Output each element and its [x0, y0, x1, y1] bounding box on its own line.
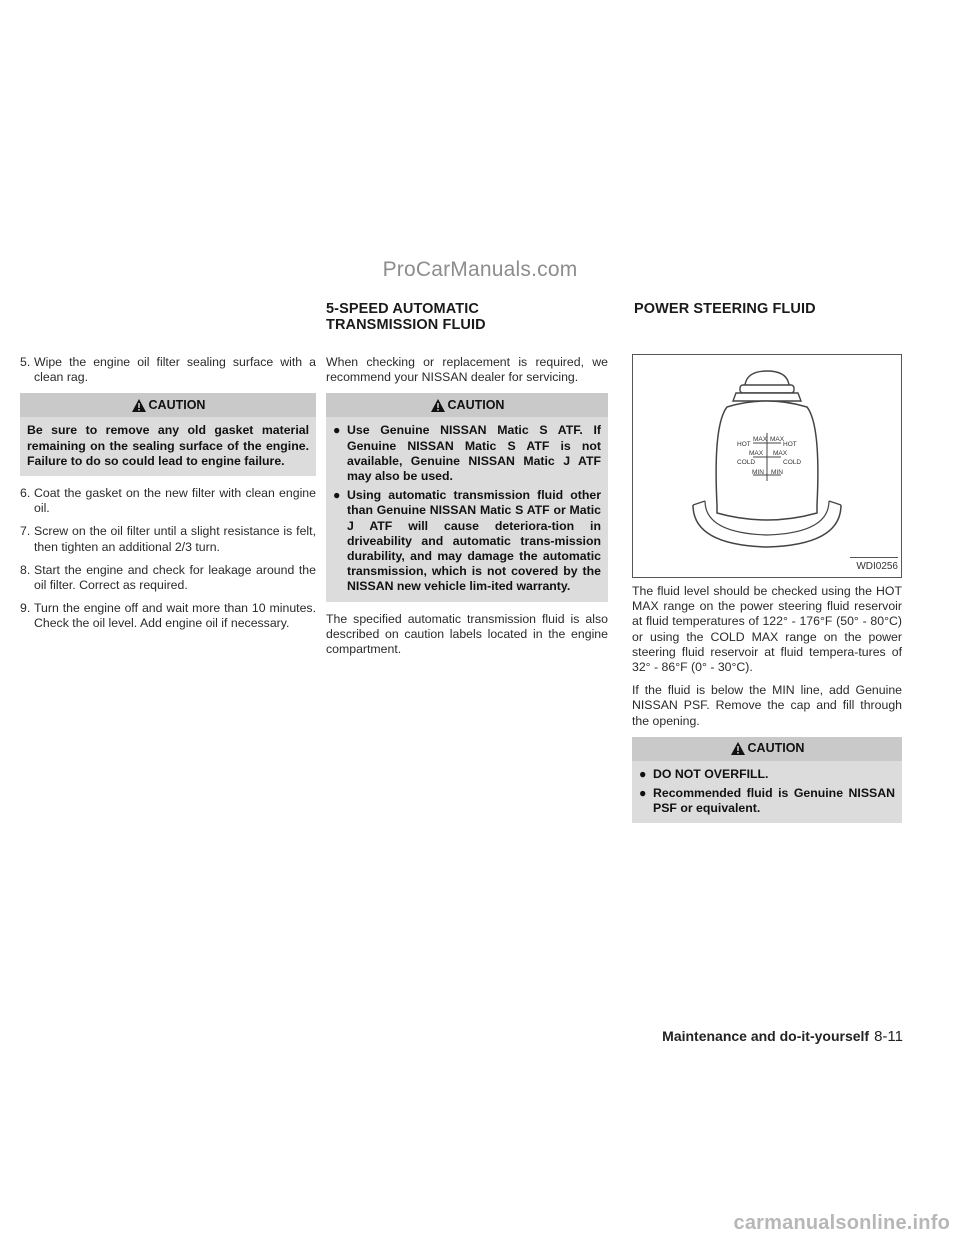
step-text: Coat the gasket on the new filter with clean engine oil. [34, 486, 316, 516]
max-right-hot-label: MAX [770, 436, 785, 443]
transmission-fluid-heading [326, 301, 486, 333]
caution-label: CAUTION [148, 397, 206, 412]
caution-label: CAUTION [747, 741, 805, 756]
note-text: The specified automatic transmission fluid is also described on caution labels located in the engine compartment. [326, 611, 608, 657]
caution-body [632, 761, 902, 824]
steps-list [20, 486, 316, 632]
max-right-cold-label: MAX [773, 450, 788, 457]
caution-item [333, 423, 601, 484]
step-number: 9. [20, 601, 31, 616]
caution-box [20, 393, 316, 476]
caution-box [326, 393, 608, 601]
cold-right-label: COLD [783, 459, 802, 466]
fluid-level-text: The fluid level should be checked using the HOT MAX range on the power steering fluid reservoir at fluid temperatures of 122° - 176°F (50° - 80°C) or using the COLD MAX range on the power steering fluid reservoir at fluid tempera-tures of 32° - 86°F (0° - 30°C). [632, 584, 902, 675]
intro-text: When checking or replacement is required, we recommend your NISSAN dealer for servicing. [326, 355, 608, 385]
step-9 [20, 601, 316, 631]
caution-header [326, 393, 608, 417]
step-text: Screw on the oil filter until a slight resistance is felt, then tighten an additional 2/3 turn. [34, 524, 316, 554]
right-column [632, 354, 902, 833]
caution-body [326, 417, 608, 601]
reservoir-illustration [633, 355, 901, 577]
caution-header [20, 393, 316, 417]
left-column [20, 355, 316, 640]
min-right-label: MIN [771, 469, 783, 476]
step-8 [20, 563, 316, 593]
cold-left-label: COLD [737, 459, 756, 466]
bullet-icon: ● [639, 766, 647, 781]
max-left-hot-label: MAX [753, 436, 768, 443]
caution-item-text: Recommended fluid is Genuine NISSAN PSF or equivalent. [653, 786, 895, 816]
hot-right-label: HOT [783, 441, 797, 448]
bullet-icon: ● [333, 423, 341, 438]
bullet-icon: ● [639, 786, 647, 801]
caution-item-text: Use Genuine NISSAN Matic S ATF. If Genuine NISSAN Matic S ATF is not available, Genuine NISSAN Matic J ATF may also be used. [347, 423, 601, 484]
step-number: 6. [20, 486, 31, 501]
reservoir-figure [632, 354, 902, 578]
min-line-text: If the fluid is below the MIN line, add Genuine NISSAN PSF. Remove the cap and fill through the opening. [632, 683, 902, 728]
caution-label: CAUTION [447, 397, 505, 412]
footer-section-label: Maintenance and do-it-yourself [662, 1028, 870, 1044]
min-left-label: MIN [752, 469, 764, 476]
figure-id: WDI0256 [850, 557, 898, 574]
heading-line-1: 5-SPEED AUTOMATIC [326, 301, 479, 317]
power-steering-heading: POWER STEERING FLUID [634, 301, 816, 317]
caution-item-text: DO NOT OVERFILL. [653, 766, 769, 781]
step-number: 5. [20, 355, 31, 369]
step-text: Turn the engine off and wait more than 10 minutes. Check the oil level. Add engine oil if necessary. [34, 601, 316, 631]
caution-item [639, 786, 895, 816]
step-5 [20, 355, 316, 385]
warning-icon [131, 398, 147, 413]
warning-icon [430, 398, 446, 413]
page-footer [0, 1028, 903, 1045]
page-number: 8-11 [874, 1028, 903, 1045]
caution-item-text: Using automatic transmission fluid other than Genuine NISSAN Matic S ATF or Matic J ATF will cause deteriora-tion in driveability and automatic trans-mission durability, and may damage the automatic transmission, which is not covered by the NISSAN new vehicle lim-ited warranty. [347, 488, 601, 594]
warning-icon [730, 741, 746, 756]
caution-item [639, 767, 895, 782]
bullet-icon: ● [333, 488, 341, 503]
hot-left-label: HOT [737, 441, 751, 448]
heading-line-2: TRANSMISSION FLUID [326, 317, 486, 333]
step-number: 8. [20, 562, 31, 577]
step-number: 7. [20, 524, 31, 539]
step-text: Start the engine and check for leakage around the oil filter. Correct as required. [34, 562, 316, 593]
caution-body [20, 417, 316, 476]
max-left-cold-label: MAX [749, 450, 764, 457]
caution-box [632, 737, 902, 824]
step-7 [20, 524, 316, 554]
watermark-bottom: carmanualsonline.info [733, 1212, 950, 1234]
step-text: Wipe the engine oil filter sealing surface with a clean rag. [34, 355, 316, 385]
middle-column [326, 355, 608, 665]
step-6 [20, 486, 316, 516]
caution-header [632, 737, 902, 761]
watermark-top: ProCarManuals.com [382, 258, 578, 281]
caution-item [333, 488, 601, 594]
caution-text: Be sure to remove any old gasket material remaining on the sealing surface of the engine. Failure to do so could lead to engine failure. [27, 423, 309, 468]
